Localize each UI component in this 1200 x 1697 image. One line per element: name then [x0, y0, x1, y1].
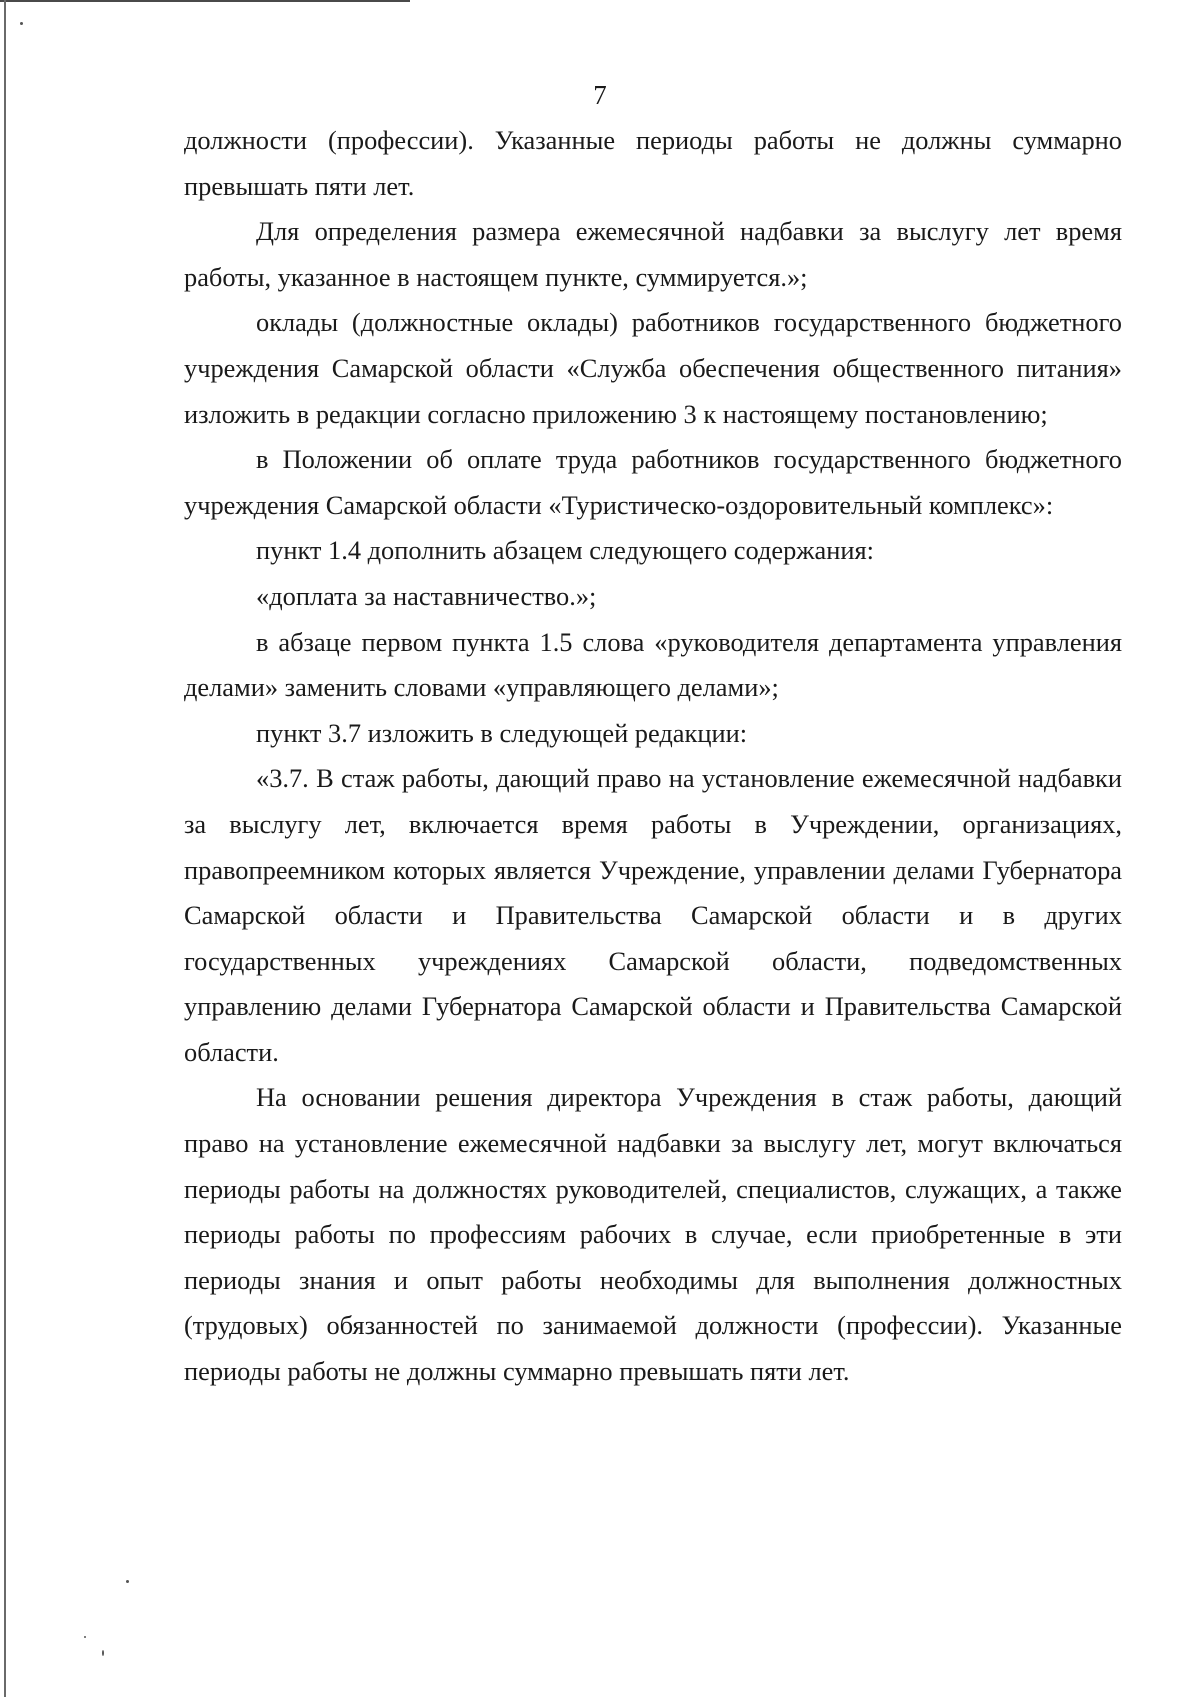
scan-edge-left — [4, 0, 6, 1697]
scan-speck — [84, 1636, 86, 1638]
paragraph: Для определения размера ежемесячной надбавки за выслугу лет время работы, указанное в настоящем пункте, суммируется.»; — [184, 216, 1122, 292]
paragraph: в Положении об оплате труда работников государственного бюджетного учреждения Самарской области «Туристическо-оздоровительный комплекс»: — [184, 444, 1122, 520]
paragraph: На основании решения директора Учреждения в стаж работы, дающий право на установление ежемесячной надбавки за выслугу лет, могут включаться периоды работы на должностях руководителей, специалистов, служащих, а также периоды работы по профессиям рабочих в случае, если приобретенные в эти периоды знания и опыт работы необходимы для выполнения должностных (трудовых) обязанностей по занимаемой должности (профессии). Указанные периоды работы не должны суммарно превышать пяти лет. — [184, 1082, 1122, 1387]
scan-speck — [102, 1650, 104, 1656]
document-body — [184, 118, 1122, 1395]
scan-edge-top — [0, 0, 410, 2]
paragraph: пункт 1.4 дополнить абзацем следующего содержания: — [256, 535, 874, 566]
paragraph: пункт 3.7 изложить в следующей редакции: — [256, 717, 748, 748]
paragraph: оклады (должностные оклады) работников государственного бюджетного учреждения Самарской области «Служба обеспечения общественного питания» изложить в редакции согласно приложению 3 к настоящему постановлению; — [184, 307, 1122, 429]
paragraph: «3.7. В стаж работы, дающий право на установление ежемесячной надбавки за выслугу лет, включается время работы в Учреждении, организациях, правопреемником которых является Учреждение, управлении делами Губернатора Самарской области и Правительства Самарской области и в других государственных учреждениях Самарской области, подведомственных управлению делами Губернатора Самарской области и Правительства Самарской области. — [184, 763, 1122, 1067]
paragraph-continuation: должности (профессии). Указанные периоды работы не должны суммарно превышать пяти лет. — [184, 125, 1122, 201]
paragraph: «доплата за наставничество.»; — [256, 580, 597, 611]
scan-speck — [126, 1580, 129, 1583]
page-number: 7 — [593, 80, 607, 110]
scan-speck — [20, 22, 23, 25]
paragraph: в абзаце первом пункта 1.5 слова «руководителя департамента управления делами» заменить словами «управляющего делами»; — [184, 626, 1122, 703]
